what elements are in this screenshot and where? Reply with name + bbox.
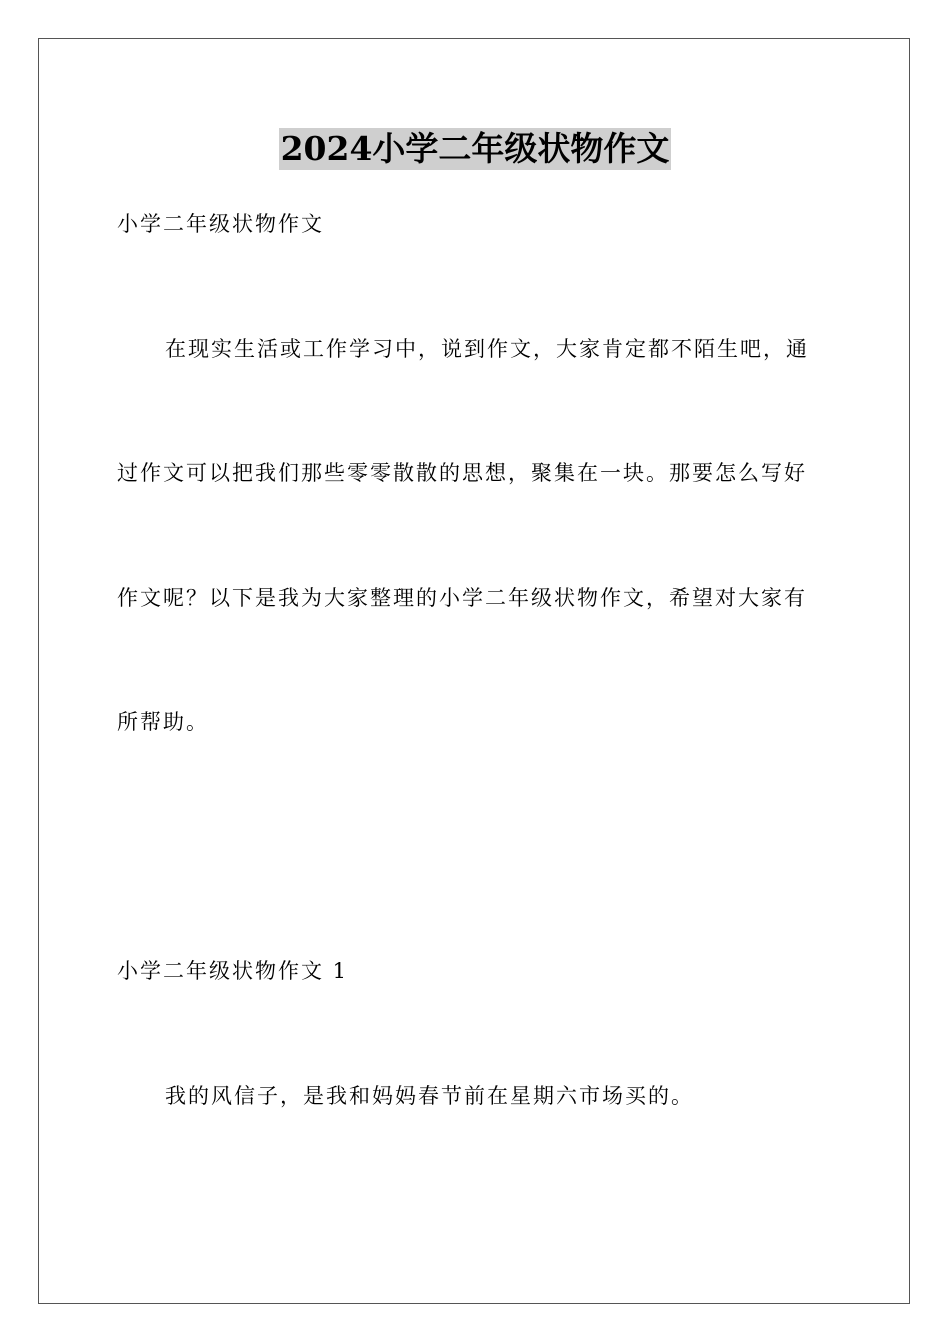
title-container <box>0 128 950 170</box>
intro-line-1: 在现实生活或工作学习中，说到作文，大家肯定都不陌生吧，通 <box>165 337 809 361</box>
section-line-1: 我的风信子，是我和妈妈春节前在星期六市场买的。 <box>165 1084 694 1108</box>
intro-line-3: 作文呢？以下是我为大家整理的小学二年级状物作文，希望对大家有 <box>117 586 807 610</box>
document-subtitle: 小学二年级状物作文 <box>117 212 324 236</box>
document-title: 2024小学二年级状物作文 <box>280 129 670 168</box>
intro-line-2: 过作文可以把我们那些零零散散的思想，聚集在一块。那要怎么写好 <box>117 461 807 485</box>
intro-line-4: 所帮助。 <box>117 710 209 734</box>
section-heading: 小学二年级状物作文 1 <box>117 959 349 983</box>
